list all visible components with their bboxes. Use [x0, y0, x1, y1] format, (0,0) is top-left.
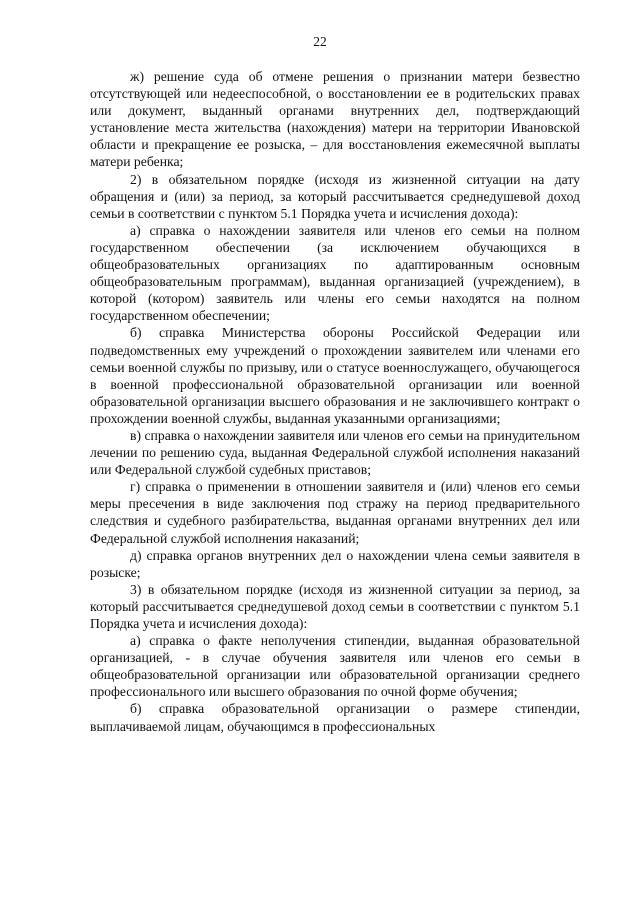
paragraph-item-2-mandatory: 2) в обязательном порядке (исходя из жизненной ситуации на дату обращения и (или) за период, за который рассчитывается среднедушевой доход семьи в соответствии с пунктом 5.1 Порядка учета и исчисления дохода):: [90, 171, 580, 221]
paragraph-zh-court-decision: ж) решение суда об отмене решения о признании матери безвестно отсутствующей или недееспособной, о восстановлении ее в родительских правах или документ, выданный органами внутренних дел, подтверждающий установление места жительства (нахождения) матери на территории Ивановской области и прекращение ее розыска, – для восстановления ежемесячной выплаты матери ребенка;: [90, 69, 580, 170]
document-body: [90, 68, 580, 735]
paragraph-g-custody: г) справка о применении в отношении заявителя и (или) членов его семьи меры пресечения в виде заключения под стражу на период предварительного следствия и судебного разбирательства, выданная органами внутренних дел или Федеральной службой исполнения наказаний;: [90, 479, 580, 546]
paragraph-v-compulsory-treatment: в) справка о нахождении заявителя или членов его семьи на принудительном лечении по решению суда, выданная Федеральной службой исполнения наказаний или Федеральной службой судебных приставов;: [90, 427, 580, 478]
paragraph-item-3-mandatory: 3) в обязательном порядке (исходя из жизненной ситуации за период, за который рассчитывается среднедушевой доход семьи в соответствии с пунктом 5.1 Порядка учета и исчисления дохода):: [90, 581, 580, 631]
paragraph-a-full-state-support: а) справка о нахождении заявителя или членов его семьи на полном государственном обеспечении (за исключением обучающихся в общеобразовательных организациях по адаптированным основным общеобразовательным программам), выданная организацией (учреждением), в которой (котором) заявитель или члены его семьи находятся на полном государственном обеспечении;: [90, 222, 580, 324]
paragraph-a-no-stipend: а) справка о факте неполучения стипендии, выданная образовательной организацией, - в случае обучения заявителя или членов его семьи в общеобразовательной организации или образовательной организации среднего профессионального или высшего образования по очной форме обучения;: [90, 633, 580, 700]
paragraph-d-wanted-list: д) справка органов внутренних дел о нахождении члена семьи заявителя в розыске;: [90, 547, 580, 580]
paragraph-b-stipend-amount: б) справка образовательной организации о размере стипендии, выплачиваемой лицам, обучающимся в профессиональных: [90, 701, 580, 734]
page-number: 22: [313, 34, 327, 49]
paragraph-b-military-service: б) справка Министерства обороны Российской Федерации или подведомственных ему учреждений о прохождении заявителем или членами его семьи военной службы по призыву, или о статусе военнослужащего, обучающегося в военной профессиональной образовательной организации или военной образовательной организации высшего образования и не заключившего контракт о прохождении военной службы, выданная указанными организациями;: [90, 325, 580, 426]
